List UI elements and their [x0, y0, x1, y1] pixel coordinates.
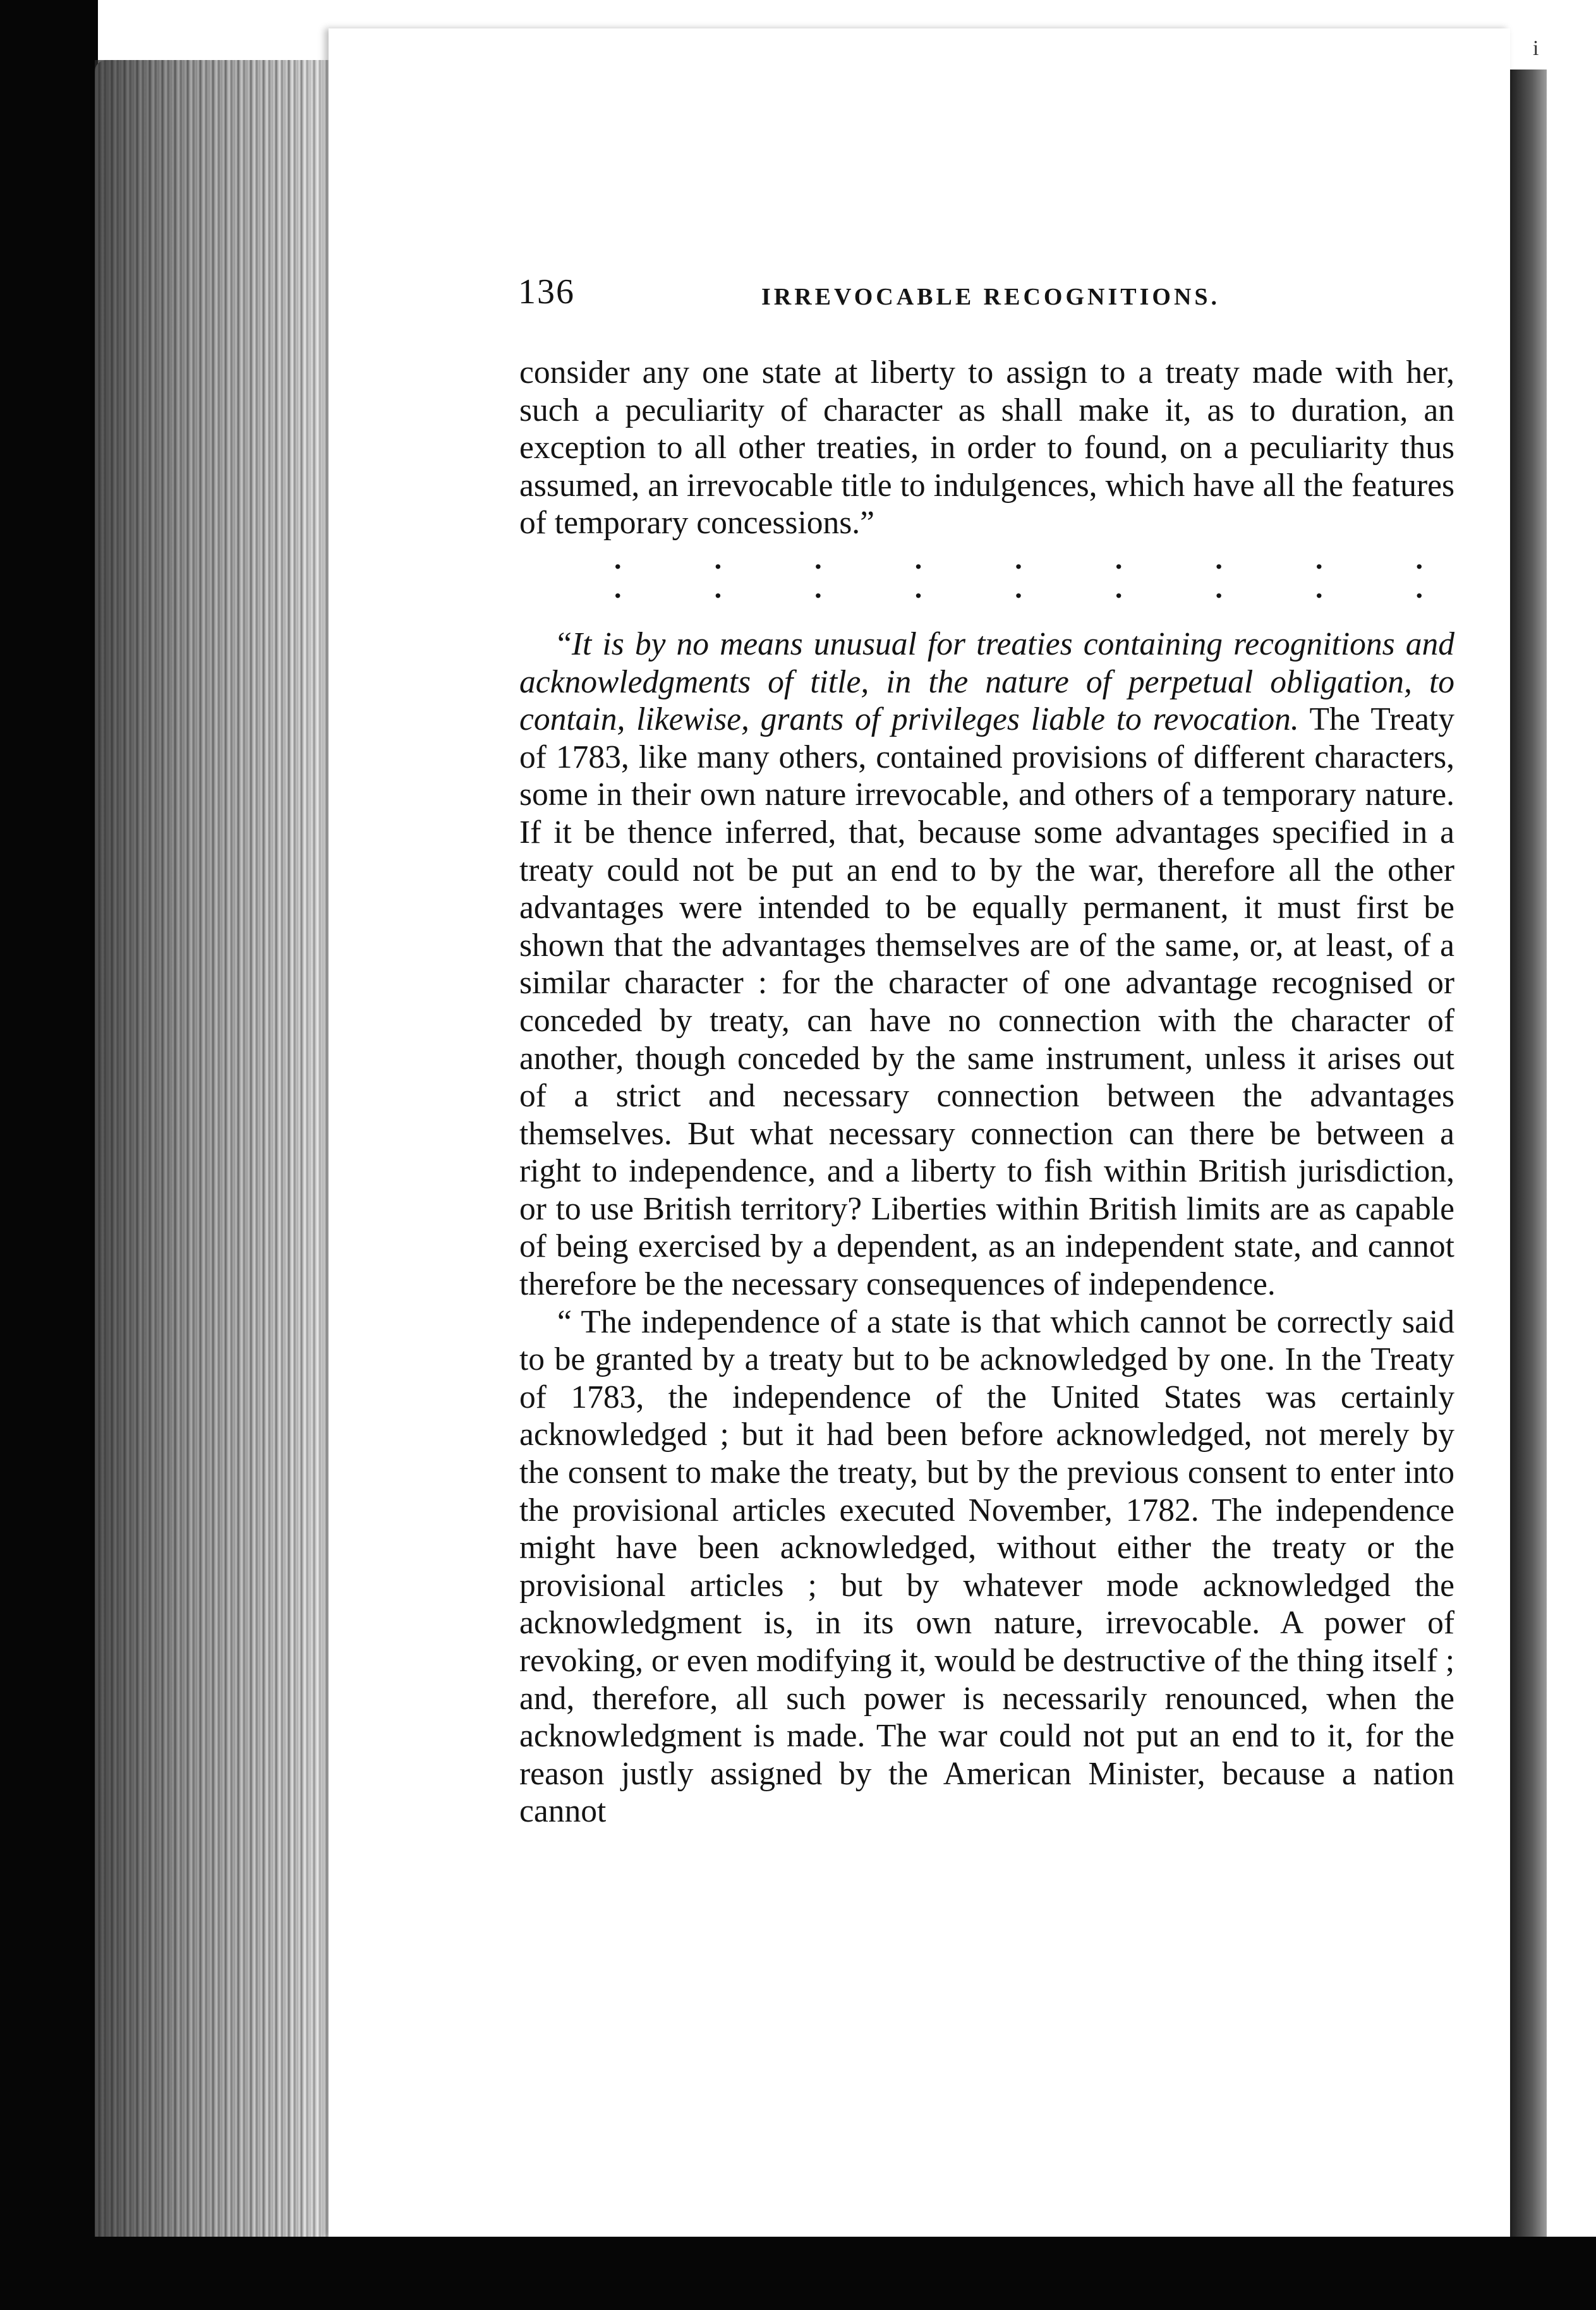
ellipsis-dot: .: [614, 571, 622, 604]
ellipsis-dot: .: [1215, 571, 1223, 604]
ellipsis-dot: .: [714, 571, 722, 604]
ellipsis-dot: .: [1115, 571, 1123, 604]
ellipsis-dot: .: [814, 571, 822, 604]
paragraph-continued: consider any one state at liberty to assign to a treaty made with her, such a peculiarity of character as shall make it, as to duration, an exception to all other treaties, in order to found, on a peculiarity thus assumed, an irrevocable title to indulgences, which have all the features of temporary concessions.”: [519, 354, 1454, 541]
open-quote: “: [557, 626, 572, 662]
ellipsis-dot: .: [1215, 542, 1223, 575]
ellipsis-dot: .: [614, 542, 622, 575]
scan-border-left: [0, 0, 98, 2310]
spacer: [519, 603, 1454, 626]
ellipsis-dot: .: [914, 542, 922, 575]
book-spine-shadow: [1510, 70, 1547, 2237]
paragraph-independence: “ The independence of a state is that which cannot be correctly said to be granted by a treaty but to be acknowledged by one. In the Treaty of 1783, the independence of the United States was certainly acknowledged ; but it had been before acknowledged, not merely by the consent to make the treaty, but by the previous consent to enter into the provisional articles executed November, 1782. The independence might have been acknowledged, without either the treaty or the provisional articles ; but by whatever mode acknowledged the acknowledgment is, in its own nature, irrevocable. A power of revoking, or even modifying it, would be destructive of the thing itself ; and, therefore, all such power is necessarily renounced, when the acknowledgment is made. The war could not put an end to it, for the reason justly assigned by the American Minister, because a nation cannot: [519, 1303, 1454, 1830]
scan-mark: i: [1533, 37, 1539, 60]
ellipsis-dot: .: [1015, 542, 1022, 575]
paragraph-quote: [519, 626, 1454, 1303]
ellipsis-dot: .: [1415, 542, 1423, 575]
ellipsis-dot: .: [1315, 542, 1323, 575]
ellipsis-dot: .: [1315, 571, 1323, 604]
running-title: IRREVOCABLE RECOGNITIONS.: [761, 284, 1221, 310]
book-page-edges: [95, 60, 348, 2246]
italic-passage: It is by no means unusual for treaties containing recognitions and acknowledgments of title, in the nature of perpetual obligation, to contain, likewise, grants of privileges liable to revocation.: [519, 626, 1454, 738]
ellipsis-row: [519, 542, 1454, 575]
page-number: 136: [518, 272, 575, 311]
ellipsis-dot: .: [1415, 571, 1423, 604]
scan-margin-right: [1547, 0, 1596, 2237]
ellipsis-dot: .: [1015, 571, 1022, 604]
ellipsis-dot: .: [714, 542, 722, 575]
paragraph-text: The Treaty of 1783, like many others, contained provisions of different characters, some in their own nature irrevocable, and others of a temporary nature. If it be thence inferred, that, because some advantages specified in a treaty could not be put an end to by the war, therefore all the other advantages were intended to be equally permanent, it must first be shown that the advantages themselves are of the same, or, at least, of a similar character : for the character of one advantage recognised or conceded by treaty, can have no connection with the character of another, though conceded by the same instrument, unless it arises out of a strict and necessary connection between the advantages themselves. But what necessary connection can there be between a right to independence, and a liberty to fish within British jurisdiction, or to use British territory? Liberties within British limits are as capable of being exercised by a dependent, as an independent state, and cannot therefore be the necessary consequences of independence.: [519, 701, 1454, 1303]
ellipsis-dot: .: [814, 542, 822, 575]
scan-border-bottom: [0, 2237, 1596, 2310]
running-head: [518, 272, 1472, 322]
body-text: [519, 354, 1454, 1830]
ellipsis-dot: .: [1115, 542, 1123, 575]
ellipsis-row: [519, 571, 1454, 604]
ellipsis-dot: .: [914, 571, 922, 604]
